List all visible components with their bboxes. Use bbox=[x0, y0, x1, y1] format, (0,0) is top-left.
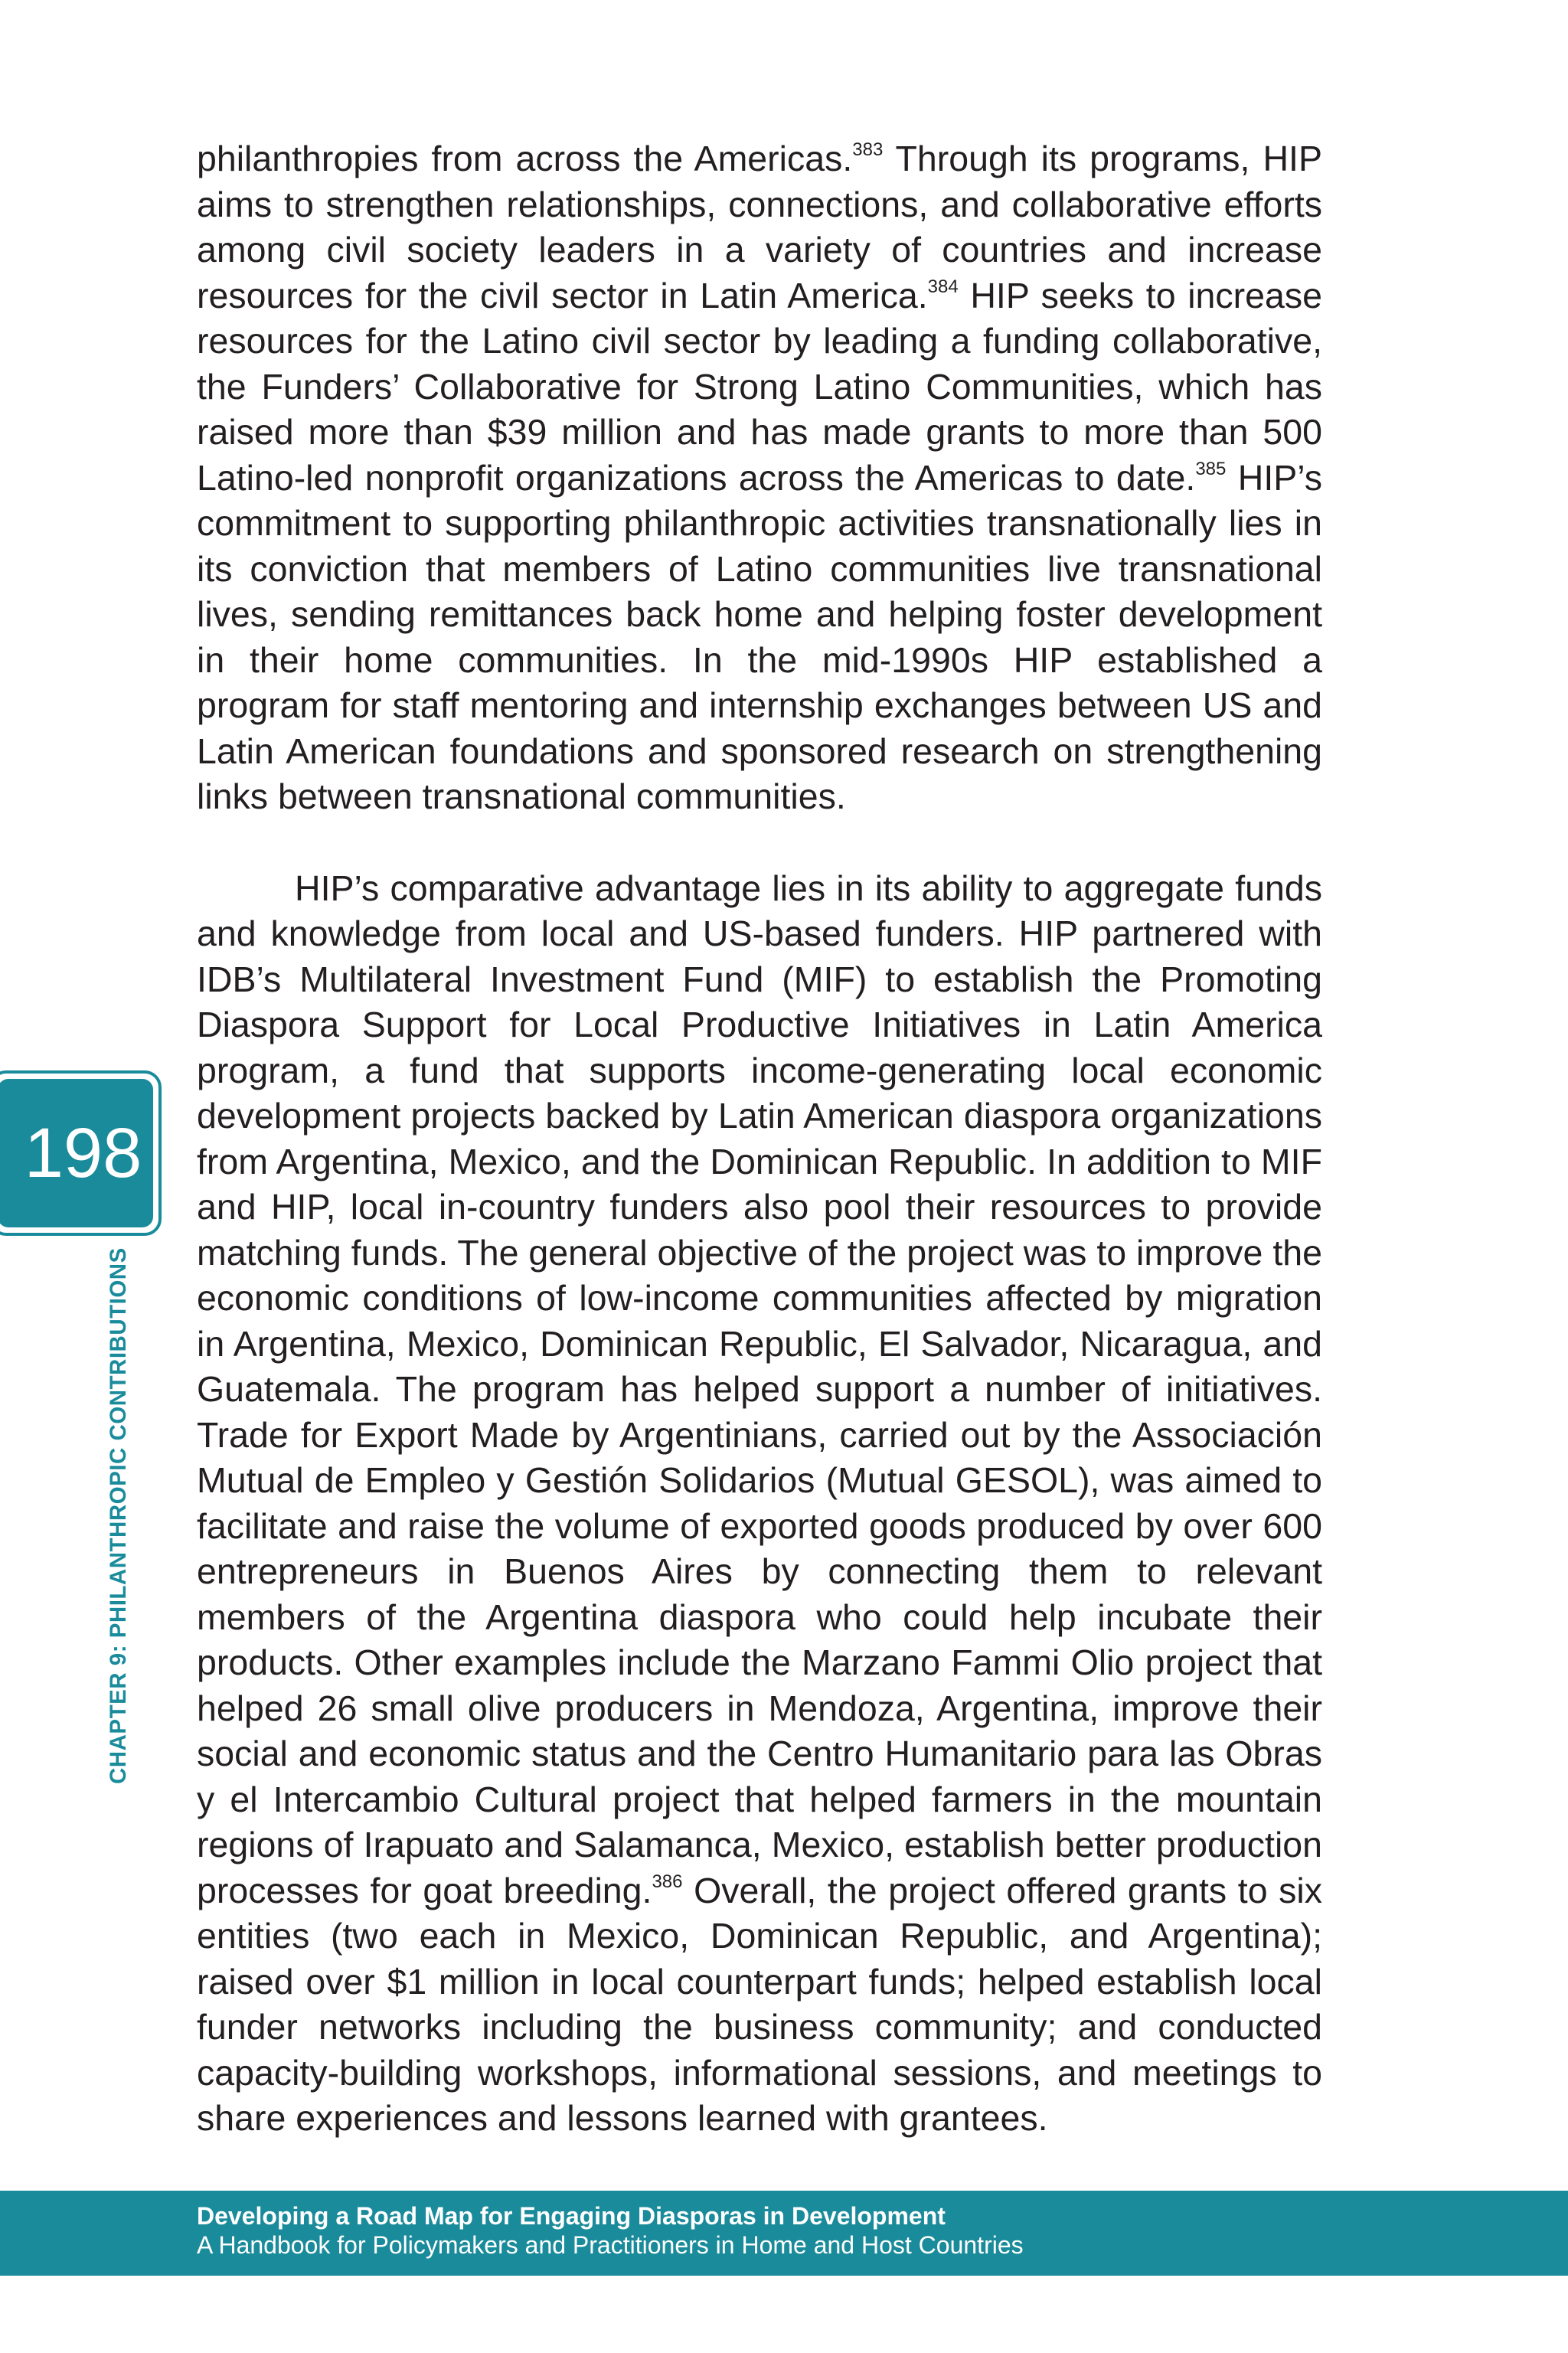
paragraph-1 bbox=[197, 136, 1322, 820]
paragraph-text: Overall, the project offered grants to six entities (two each in Mexico, Dominican Republic, and Argentina); raised over $1 million in local counterpart funds; helped establish local funder networks including the business community; and conducted capacity-building workshops, informational sessions, and meetings to share experiences and lessons learned with grantees. bbox=[197, 1870, 1322, 2138]
page-number: 198 bbox=[0, 1079, 153, 1227]
paragraph-text: Through its programs, HIP aims to strengthen relationships, connections, and collaborative efforts among civil society leaders in a variety of countries and increase resources for the civil sector in Latin America. bbox=[197, 139, 1322, 315]
chapter-label: CHAPTER 9: PHILANTHROPIC CONTRIBUTIONS bbox=[106, 1247, 131, 1784]
paragraph-2 bbox=[197, 866, 1322, 2142]
paragraph-text: HIP seeks to increase resources for the Latino civil sector by leading a funding collaborative, the Funders’ Collaborative for Strong Latino Communities, which has raised more than $39 million and has made grants to more than 500 Latino-led nonprofit organizations across the Americas to date. bbox=[197, 275, 1322, 498]
footnote-ref[interactable]: 385 bbox=[1195, 458, 1227, 479]
body-text bbox=[197, 136, 1322, 2142]
paragraph-text: HIP’s comparative advantage lies in its ability to aggregate funds and knowledge from local and US-based funders. HIP partnered with IDB’s Multilateral Investment Fund (MIF) to establish the Promoting Diaspora Support for Local Productive Initiatives in Latin America program, a fund that supports income-generating local economic development projects backed by Latin American diaspora organizations from Argentina, Mexico, and the Dominican Republic. In addition to MIF and HIP, local in-country funders also pool their resources to provide matching funds. The general objective of the project was to improve the economic conditions of low-income communities affected by migration in Argentina, Mexico, Dominican Republic, El Salvador, Nicaragua, and Guatemala. The program has helped support a number of initiatives. Trade for Export Made by Argentinians, carried out by the Associación Mutual de Empleo y Gestión Solidarios (Mutual GESOL), was aimed to facilitate and raise the volume of exported goods produced by over 600 entrepreneurs in Buenos Aires by connecting them to relevant members of the Argentina diaspora who could help incubate their products. Other examples include the Marzano Fammi Olio project that helped 26 small olive producers in Mendoza, Argentina, improve their social and economic status and the Centro Humanitario para las Obras y el Intercambio Cultural project that helped farmers in the mountain regions of Irapuato and Salamanca, Mexico, establish better production processes for goat breeding. bbox=[197, 868, 1322, 1910]
footnote-ref[interactable]: 384 bbox=[927, 276, 959, 297]
footnote-ref[interactable]: 386 bbox=[652, 1871, 683, 1892]
footnote-ref[interactable]: 383 bbox=[852, 139, 884, 160]
footer-bar bbox=[0, 2191, 1568, 2276]
page-number-badge bbox=[0, 1070, 162, 1236]
paragraph-text: HIP’s commitment to supporting philanthropic activities transnationally lies in its conviction that members of Latino communities live transnational lives, sending remittances back home and helping foster development in their home communities. In the mid-1990s HIP established a program for staff mentoring and internship exchanges between US and Latin American foundations and sponsored research on strengthening links between transnational communities. bbox=[197, 457, 1322, 816]
footer-title: Developing a Road Map for Engaging Diasporas in Development bbox=[197, 2202, 946, 2230]
footer-subtitle: A Handbook for Policymakers and Practitioners in Home and Host Countries bbox=[197, 2231, 1024, 2259]
paragraph-text: philanthropies from across the Americas. bbox=[197, 139, 853, 178]
